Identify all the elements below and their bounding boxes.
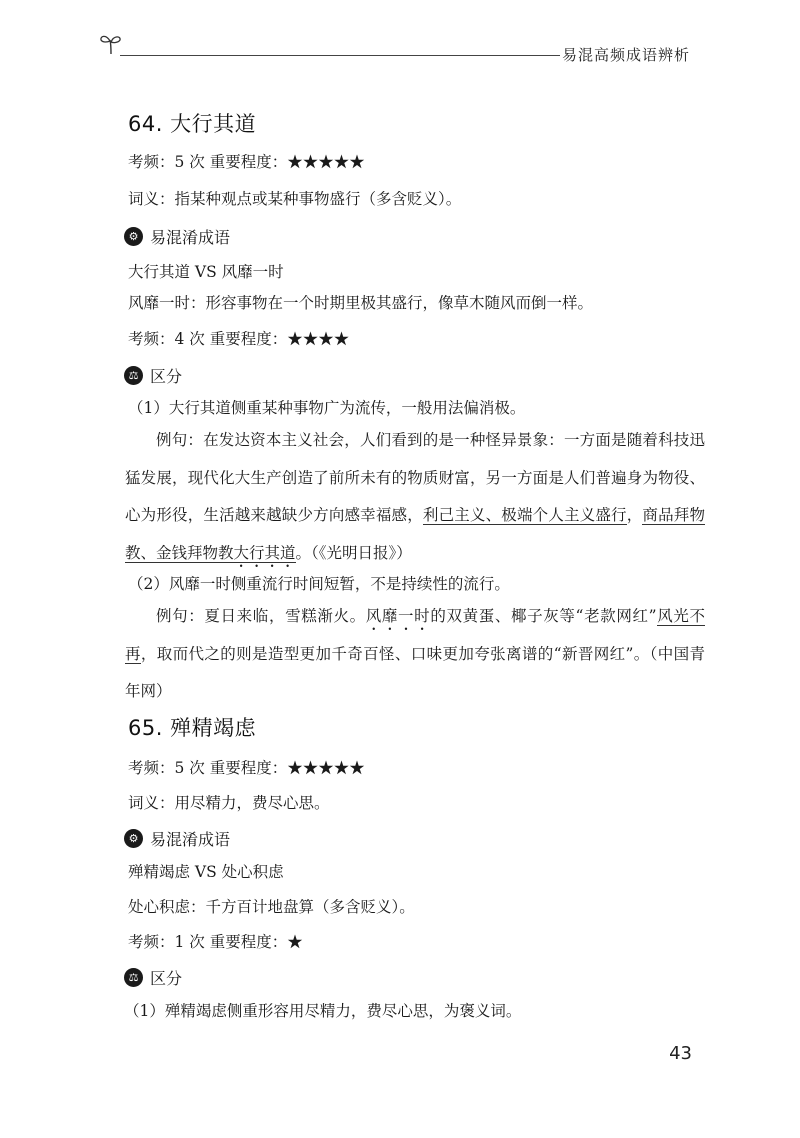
- other-frequency-line: 考频：4 次 重要程度：★★★★: [128, 330, 350, 348]
- frequency-line: 考频：5 次 重要程度：★★★★★: [128, 759, 365, 777]
- example-paragraph: 例句：在发达资本主义社会，人们看到的是一种怪异景象：一方面是随着科技迅猛发展，现代化大生产创造了前所未有的物质财富，另一方面是人们普遍身为物役、心为形役，生活越来越缺少方向感幸福感，利己主义、极端个人主义盛行，商品拜物教、金钱拜物教大行其道。（《光明日报》）: [125, 431, 705, 562]
- badge-icon: ⚙: [124, 829, 143, 848]
- page-number: 43: [669, 1043, 692, 1064]
- entry-title: 64. 大行其道: [128, 112, 257, 136]
- sprout-icon: [98, 30, 124, 56]
- difference-heading: ⚖ 区分: [128, 364, 182, 387]
- difference-2: （2）风靡一时侧重流行时间短暂，不是持续性的流行。: [128, 575, 510, 593]
- difference-1: （1）殚精竭虑侧重形容用尽精力，费尽心思，为褒义词。: [124, 1002, 522, 1020]
- frequency-line: 考频：5 次 重要程度：★★★★★: [128, 153, 365, 171]
- running-header: [98, 30, 698, 70]
- badge-icon: ⚙: [124, 227, 143, 246]
- meaning-line: 词义：指某种观点或某种事物盛行（多含贬义）。: [128, 190, 462, 208]
- confusable-heading: ⚙ 易混淆成语: [128, 225, 230, 248]
- entry-title: 65. 殚精竭虑: [128, 716, 257, 740]
- confusable-heading: ⚙ 易混淆成语: [128, 827, 230, 850]
- other-meaning-line: 风靡一时：形容事物在一个时期里极其盛行，像草木随风而倒一样。: [128, 294, 594, 312]
- pair-line: 大行其道 VS 风靡一时: [128, 263, 284, 281]
- example-paragraph: 例句：夏日来临，雪糕渐火。风靡一时的双黄蛋、椰子灰等“老款网红”风光不再，取而代之的则是造型更加千奇百怪、口味更加夸张离谱的“新晋网红”。（中国青年网）: [125, 607, 705, 700]
- other-meaning-line: 处心积虑：千方百计地盘算（多含贬义）。: [128, 898, 415, 916]
- badge-icon: ⚖: [124, 968, 143, 987]
- other-frequency-line: 考频：1 次 重要程度：★: [128, 933, 303, 951]
- pair-line: 殚精竭虑 VS 处心积虑: [128, 863, 284, 881]
- difference-heading: ⚖ 区分: [128, 966, 182, 989]
- header-rule: [120, 55, 560, 57]
- meaning-line: 词义：用尽精力，费尽心思。: [128, 794, 330, 812]
- difference-1: （1）大行其道侧重某种事物广为流传，一般用法偏消极。: [128, 399, 526, 417]
- badge-icon: ⚖: [124, 366, 143, 385]
- header-title: 易混高频成语辨析: [561, 46, 690, 64]
